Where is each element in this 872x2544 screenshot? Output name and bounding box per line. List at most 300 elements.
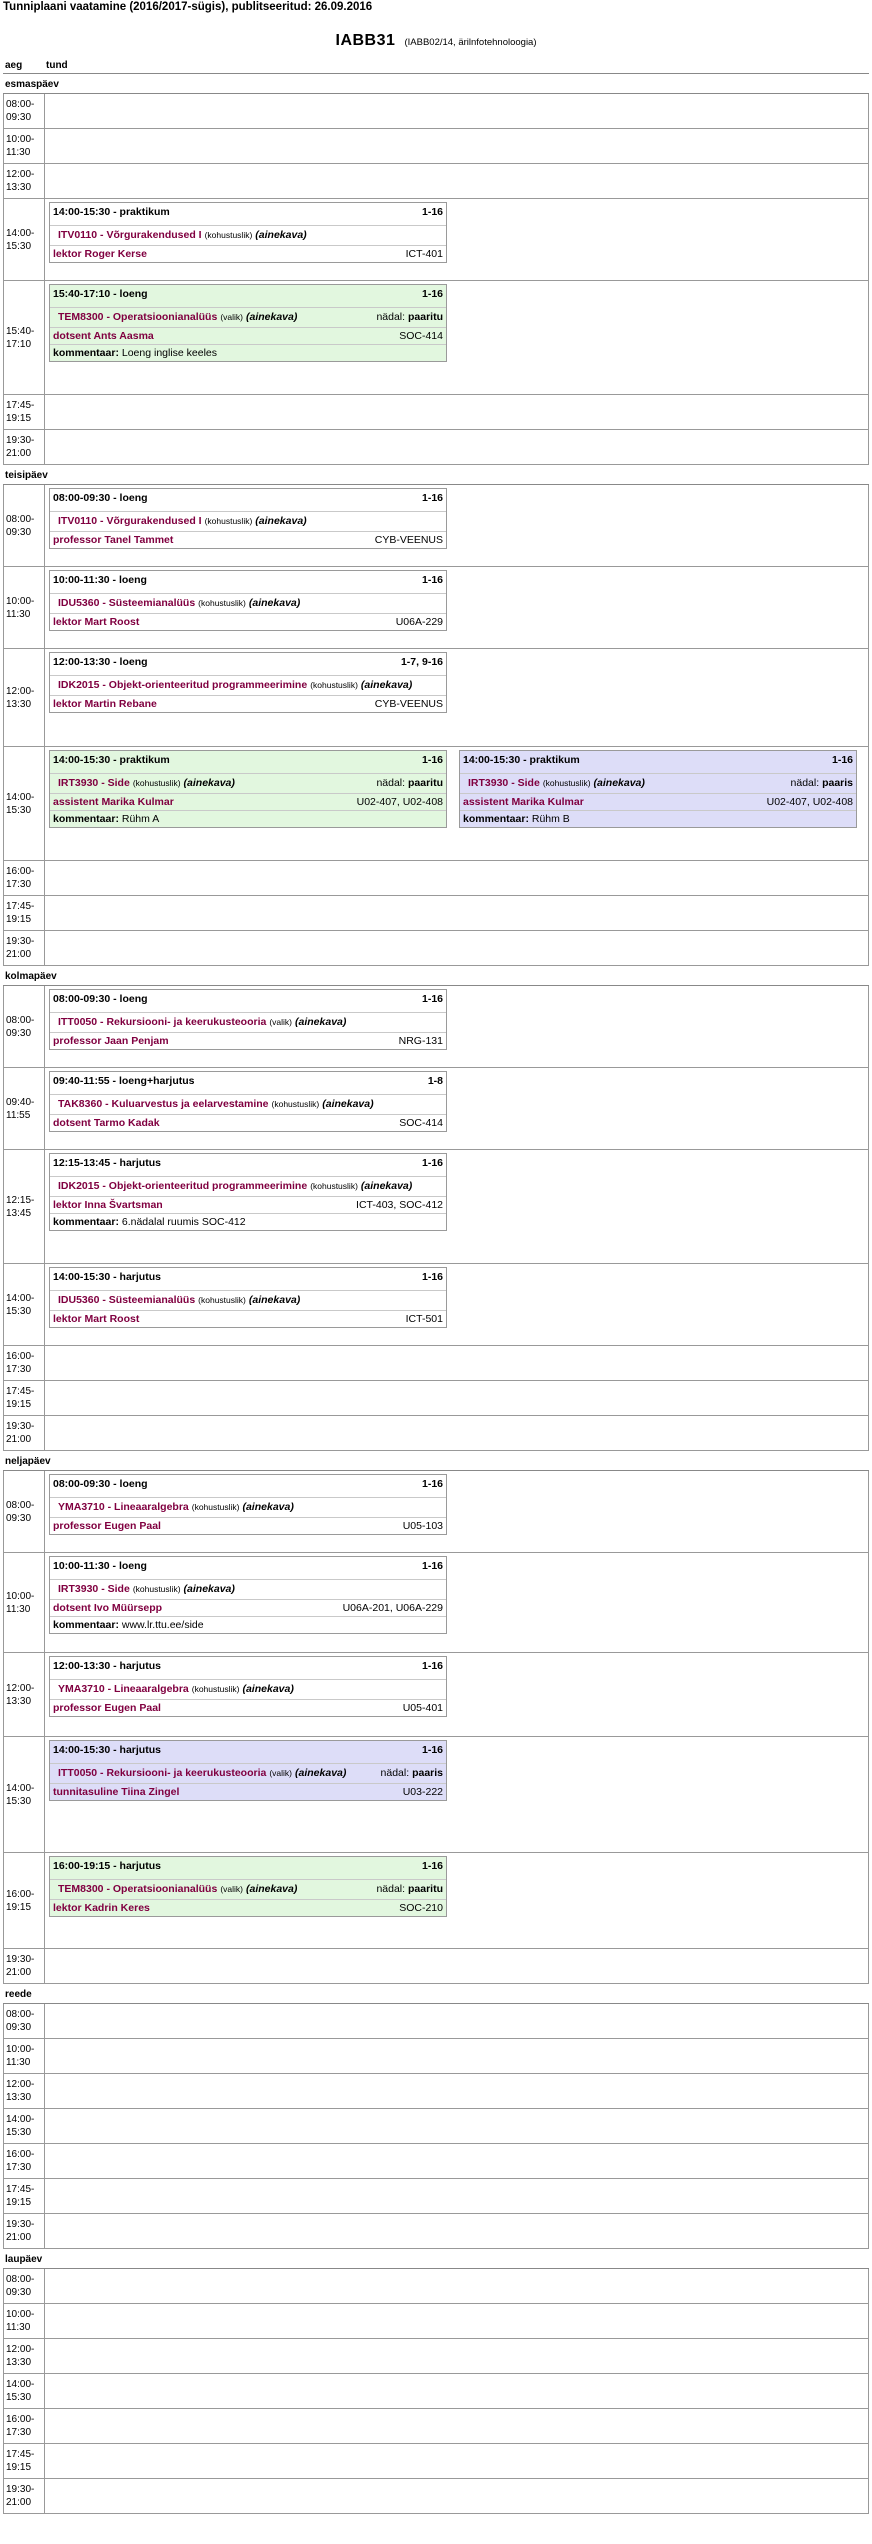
- lesson-course-row: [50, 225, 446, 245]
- time-slot-row: [3, 1264, 869, 1346]
- lesson-teacher-row: [50, 245, 446, 262]
- lesson-time-type: 08:00-09:30 - loeng: [53, 993, 148, 1005]
- ainekava-link[interactable]: (ainekava): [248, 597, 301, 609]
- course-code[interactable]: IDK2015: [58, 679, 100, 691]
- time-slot-cell: [45, 485, 868, 566]
- teacher-name[interactable]: assistent Marika Kulmar: [53, 795, 174, 808]
- room: U02-407, U02-408: [356, 795, 443, 808]
- course-type: (kohustuslik): [132, 778, 181, 788]
- time-slot-cell: [45, 1553, 868, 1652]
- lesson-time-type: 16:00-19:15 - harjutus: [53, 1860, 161, 1872]
- course-link[interactable]: IRT3930 - Side: [58, 777, 130, 789]
- time-slot-row: [3, 2214, 869, 2249]
- time-slot-label: 10:00- 11:30: [4, 2304, 45, 2338]
- teacher-name[interactable]: lektor Martin Rebane: [53, 697, 157, 710]
- time-slot-label: 19:30- 21:00: [4, 1949, 45, 1983]
- time-slot-cell: [45, 2109, 868, 2143]
- teacher-name[interactable]: dotsent Ants Aasma: [53, 329, 154, 342]
- time-slot-cell: [45, 2179, 868, 2213]
- time-slot-cell: [45, 567, 868, 648]
- course-name[interactable]: Võrgurakendused I: [106, 229, 202, 241]
- time-slot-row: [3, 2269, 869, 2304]
- course-type: (valik): [269, 1768, 293, 1778]
- course-name[interactable]: Side: [107, 777, 130, 789]
- course-link[interactable]: ITV0110 - Võrgurakendused I: [58, 515, 202, 527]
- week-parity-value: paaritu: [407, 777, 443, 789]
- course-name[interactable]: Objekt-orienteeritud programmeerimine: [108, 1180, 308, 1192]
- teacher-name[interactable]: assistent Marika Kulmar: [463, 795, 584, 808]
- lesson-time-type: 14:00-15:30 - praktikum: [53, 206, 170, 218]
- course-link[interactable]: YMA3710 - Lineaaralgebra: [58, 1501, 189, 1513]
- course-type: (kohustuslik): [204, 230, 253, 240]
- time-slot-cell: [45, 199, 868, 280]
- course-name[interactable]: Side: [107, 1583, 130, 1595]
- lesson-header: [50, 571, 446, 593]
- week-parity: [376, 1883, 443, 1896]
- lesson-header: [50, 1154, 446, 1176]
- time-slot-cell: [45, 94, 868, 128]
- room: ICT-401: [405, 247, 443, 260]
- room: U06A-229: [395, 615, 443, 628]
- time-slot-row: [3, 2339, 869, 2374]
- ainekava-link[interactable]: (ainekava): [242, 1501, 294, 1513]
- course-type: (kohustuslik): [198, 1295, 246, 1305]
- lesson-course-row: [50, 1579, 446, 1599]
- ainekava-link[interactable]: (ainekava): [248, 1294, 301, 1306]
- time-slot-cell: [45, 649, 868, 746]
- course-code[interactable]: IDU5360: [58, 1294, 100, 1306]
- course-link[interactable]: IDK2015 - Objekt-orienteeritud programmeerimine: [58, 679, 308, 691]
- course-code[interactable]: YMA3710: [58, 1501, 105, 1513]
- teacher-name[interactable]: lektor Mart Roost: [53, 1312, 140, 1325]
- lesson-header: [50, 990, 446, 1012]
- course-type: (valik): [220, 312, 243, 322]
- time-slot-cell: [45, 2304, 868, 2338]
- time-slot-cell: [45, 861, 868, 895]
- time-slot-row: [3, 1553, 869, 1653]
- time-slot-label: 10:00- 11:30: [4, 567, 45, 648]
- comment: [53, 1619, 204, 1632]
- time-slot-row: [3, 649, 869, 747]
- teacher-name[interactable]: lektor Roger Kerse: [53, 247, 147, 260]
- lesson-header: [50, 1557, 446, 1579]
- lesson-teacher-row: [460, 793, 856, 810]
- course-name[interactable]: Side: [517, 777, 540, 789]
- column-headers: [3, 56, 869, 74]
- time-slot-row: [3, 1346, 869, 1381]
- course-type: (valik): [269, 1017, 293, 1027]
- lesson-teacher-row: [50, 531, 446, 548]
- lesson-weeks: 1-16: [421, 1860, 443, 1872]
- lesson-card: [49, 1856, 447, 1917]
- week-parity-value: paaritu: [407, 311, 443, 323]
- course-info: [58, 597, 443, 610]
- time-slot-cell: [45, 2074, 868, 2108]
- lesson-weeks: 1-16: [421, 206, 443, 218]
- time-slot-label: 17:45- 19:15: [4, 896, 45, 930]
- lesson-course-row: [50, 773, 446, 793]
- lesson-header: [50, 1857, 446, 1879]
- teacher-name[interactable]: professor Eugen Paal: [53, 1701, 161, 1714]
- week-parity-label: nädal:: [380, 1767, 410, 1779]
- time-slot-row: [3, 281, 869, 395]
- lesson-comment-row: [50, 344, 446, 361]
- course-code[interactable]: TEM8300: [58, 311, 104, 323]
- column-header-aeg: aeg: [5, 60, 23, 71]
- time-slot-label: 14:00- 15:30: [4, 1264, 45, 1345]
- lesson-header: [460, 751, 856, 773]
- lesson-header: [50, 1657, 446, 1679]
- course-link[interactable]: IDU5360 - Süsteemianalüüs: [58, 1294, 196, 1306]
- time-slot-cell: [45, 1264, 868, 1345]
- lesson-card: [49, 652, 447, 713]
- course-name[interactable]: Operatsioonianalüüs: [112, 1883, 218, 1895]
- lesson-time-type: 12:00-13:30 - harjutus: [53, 1660, 161, 1672]
- time-slot-cell: [45, 1381, 868, 1415]
- comment: [53, 347, 217, 360]
- week-parity: [376, 777, 443, 790]
- course-name[interactable]: Süsteemianalüüs: [108, 1294, 196, 1306]
- comment-label: kommentaar:: [53, 1618, 119, 1631]
- lesson-header: [50, 751, 446, 773]
- course-link[interactable]: YMA3710 - Lineaaralgebra: [58, 1683, 189, 1695]
- course-code[interactable]: IDK2015: [58, 1180, 100, 1192]
- course-link[interactable]: ITT0050 - Rekursiooni- ja keerukusteooria: [58, 1016, 267, 1028]
- week-parity-value: paaritu: [407, 1883, 443, 1895]
- time-slot-label: 16:00- 17:30: [4, 1346, 45, 1380]
- comment-text: 6.nädalal ruumis SOC-412: [121, 1215, 246, 1228]
- time-slot-row: [3, 485, 869, 567]
- lesson-card: [49, 1071, 447, 1132]
- lesson-card: [49, 488, 447, 549]
- time-slot-row: [3, 1416, 869, 1451]
- lesson-comment-row: [50, 1213, 446, 1230]
- lesson-course-row: [50, 307, 446, 327]
- column-header-tund: tund: [46, 60, 68, 71]
- time-slot-cell: [45, 1737, 868, 1852]
- week-parity-label: nädal:: [376, 311, 406, 323]
- time-slot-cell: [45, 1346, 868, 1380]
- course-name[interactable]: Süsteemianalüüs: [108, 597, 196, 609]
- lesson-comment-row: [460, 810, 856, 827]
- course-name[interactable]: Kuluarvestus ja eelarvestamine: [111, 1098, 269, 1110]
- time-slot-row: [3, 1949, 869, 1984]
- time-slot-cell: [45, 1471, 868, 1552]
- time-slot-label: 14:00- 15:30: [4, 1737, 45, 1852]
- ainekava-link[interactable]: (ainekava): [242, 1683, 294, 1695]
- teacher-name[interactable]: lektor Mart Roost: [53, 615, 140, 628]
- lesson-card: [459, 750, 857, 828]
- lesson-weeks: 1-8: [427, 1075, 443, 1087]
- ainekava-link[interactable]: (ainekava): [295, 1016, 347, 1028]
- time-slot-label: 12:15- 13:45: [4, 1150, 45, 1263]
- ainekava-link[interactable]: (ainekava): [255, 515, 307, 527]
- time-slot-cell: [45, 2479, 868, 2513]
- time-slot-cell: [45, 931, 868, 965]
- time-slot-row: [3, 2374, 869, 2409]
- course-code[interactable]: TAK8360: [58, 1098, 103, 1110]
- time-slot-row: [3, 1381, 869, 1416]
- time-slot-cell: [45, 430, 868, 464]
- course-type: (kohustuslik): [542, 778, 591, 788]
- ainekava-link[interactable]: (ainekava): [360, 1180, 413, 1192]
- lesson-header: [50, 1072, 446, 1094]
- course-type: (kohustuslik): [310, 1181, 358, 1191]
- lesson-weeks: 1-16: [421, 1157, 443, 1169]
- room: SOC-414: [399, 329, 443, 342]
- course-link[interactable]: IRT3930 - Side: [58, 1583, 130, 1595]
- course-info: [58, 1501, 443, 1514]
- course-code[interactable]: YMA3710: [58, 1683, 105, 1695]
- ainekava-link[interactable]: (ainekava): [245, 311, 298, 323]
- group-header: [3, 16, 869, 56]
- lesson-course-row: [50, 1763, 446, 1783]
- course-link[interactable]: TEM8300 - Operatsioonianalüüs: [58, 311, 218, 323]
- time-slot-row: [3, 2409, 869, 2444]
- lesson-weeks: 1-16: [831, 754, 853, 766]
- teacher-name[interactable]: dotsent Ivo Müürsepp: [53, 1601, 163, 1614]
- course-code[interactable]: ITV0110: [58, 229, 98, 241]
- time-slot-row: [3, 2479, 869, 2514]
- week-parity-value: paaris: [412, 1767, 443, 1779]
- group-name: IABB31: [335, 32, 396, 49]
- lesson-card: [49, 1656, 447, 1717]
- course-name[interactable]: Operatsioonianalüüs: [112, 311, 218, 323]
- course-code[interactable]: IRT3930: [58, 777, 99, 789]
- comment-text: Rühm B: [531, 812, 570, 825]
- time-slot-label: 17:45- 19:15: [4, 395, 45, 429]
- comment-label: kommentaar:: [463, 812, 529, 825]
- time-slot-label: 08:00- 09:30: [4, 2269, 45, 2303]
- lesson-time-type: 14:00-15:30 - harjutus: [53, 1271, 161, 1283]
- room: U05-103: [402, 1519, 443, 1532]
- course-type: (kohustuslik): [271, 1099, 320, 1109]
- time-slot-label: 19:30- 21:00: [4, 1416, 45, 1450]
- lesson-course-row: [460, 773, 856, 793]
- teacher-name[interactable]: professor Jaan Penjam: [53, 1034, 169, 1047]
- lesson-header: [50, 203, 446, 225]
- time-slot-row: [3, 395, 869, 430]
- time-slot-label: 10:00- 11:30: [4, 129, 45, 163]
- page-title: Tunniplaani vaatamine (2016/2017-sügis), publitseeritud: 26.09.2016: [3, 1, 373, 13]
- comment: [53, 813, 159, 826]
- lesson-comment-row: [50, 810, 446, 827]
- time-slot-row: [3, 896, 869, 931]
- lesson-teacher-row: [50, 1517, 446, 1534]
- ainekava-link[interactable]: (ainekava): [322, 1098, 374, 1110]
- time-slot-label: 17:45- 19:15: [4, 2179, 45, 2213]
- time-slot-cell: [45, 395, 868, 429]
- lesson-time-type: 14:00-15:30 - praktikum: [463, 754, 580, 766]
- lesson-header: [50, 653, 446, 675]
- course-name[interactable]: Lineaaralgebra: [114, 1683, 189, 1695]
- lesson-time-type: 10:00-11:30 - loeng: [53, 1560, 147, 1572]
- day-header: reede: [3, 1984, 869, 2004]
- lesson-weeks: 1-16: [421, 1660, 443, 1672]
- lesson-header: [50, 1268, 446, 1290]
- course-code[interactable]: ITT0050: [58, 1016, 98, 1028]
- comment-label: kommentaar:: [53, 812, 119, 825]
- time-slot-row: [3, 1653, 869, 1737]
- lesson-course-row: [50, 593, 446, 613]
- time-slot-label: 19:30- 21:00: [4, 430, 45, 464]
- teacher-name[interactable]: dotsent Tarmo Kadak: [53, 1116, 160, 1129]
- lesson-weeks: 1-16: [421, 1478, 443, 1490]
- course-link[interactable]: ITV0110 - Võrgurakendused I: [58, 229, 202, 241]
- lesson-card: [49, 1740, 447, 1801]
- course-info: [58, 1294, 443, 1307]
- time-slot-row: [3, 2039, 869, 2074]
- room: SOC-210: [399, 1901, 443, 1914]
- room: ICT-501: [405, 1312, 443, 1325]
- time-slot-cell: [45, 1853, 868, 1948]
- lesson-course-row: [50, 675, 446, 695]
- time-slot-label: 12:00- 13:30: [4, 164, 45, 198]
- time-slot-cell: [45, 2374, 868, 2408]
- course-type: (kohustuslik): [191, 1502, 240, 1512]
- lesson-time-type: 15:40-17:10 - loeng: [53, 288, 148, 300]
- lesson-teacher-row: [50, 1032, 446, 1049]
- lesson-weeks: 1-16: [421, 492, 443, 504]
- lesson-weeks: 1-16: [421, 993, 443, 1005]
- lesson-course-row: [50, 1679, 446, 1699]
- comment-text: Rühm A: [121, 812, 160, 825]
- time-slot-label: 17:45- 19:15: [4, 1381, 45, 1415]
- ainekava-link[interactable]: (ainekava): [360, 679, 413, 691]
- time-slot-row: [3, 1853, 869, 1949]
- lesson-weeks: 1-16: [421, 1560, 443, 1572]
- time-slot-row: [3, 1737, 869, 1853]
- course-code[interactable]: IRT3930: [58, 1583, 99, 1595]
- week-parity: [376, 311, 443, 324]
- teacher-name[interactable]: professor Eugen Paal: [53, 1519, 161, 1532]
- course-info: [58, 1016, 443, 1029]
- course-link[interactable]: IDK2015 - Objekt-orienteeritud programmeerimine: [58, 1180, 308, 1192]
- course-name[interactable]: Lineaaralgebra: [114, 1501, 189, 1513]
- teacher-name[interactable]: lektor Inna Švartsman: [53, 1198, 163, 1211]
- course-info: [58, 515, 443, 528]
- lesson-course-row: [50, 1879, 446, 1899]
- lesson-card: [49, 1556, 447, 1634]
- time-slot-cell: [45, 281, 868, 394]
- course-code[interactable]: IRT3930: [468, 777, 509, 789]
- ainekava-link[interactable]: (ainekava): [593, 777, 645, 789]
- lesson-teacher-row: [50, 1114, 446, 1131]
- lesson-card: [49, 1153, 447, 1231]
- course-code[interactable]: ITT0050: [58, 1767, 98, 1779]
- lesson-teacher-row: [50, 1196, 446, 1213]
- ainekava-link[interactable]: (ainekava): [183, 1583, 235, 1595]
- lesson-header: [50, 285, 446, 307]
- time-slot-label: 15:40- 17:10: [4, 281, 45, 394]
- lesson-course-row: [50, 1012, 446, 1032]
- time-slot-cell: [45, 2339, 868, 2373]
- room: U03-222: [402, 1785, 443, 1798]
- course-type: (kohustuslik): [198, 598, 246, 608]
- course-link[interactable]: TEM8300 - Operatsioonianalüüs: [58, 1883, 218, 1895]
- time-slot-label: 19:30- 21:00: [4, 2214, 45, 2248]
- course-name[interactable]: Võrgurakendused I: [106, 515, 202, 527]
- course-link[interactable]: IDU5360 - Süsteemianalüüs: [58, 597, 196, 609]
- course-code[interactable]: TEM8300: [58, 1883, 104, 1895]
- room: CYB-VEENUS: [374, 697, 443, 710]
- lesson-course-row: [50, 1176, 446, 1196]
- time-slot-label: 16:00- 17:30: [4, 2144, 45, 2178]
- course-link[interactable]: ITT0050 - Rekursiooni- ja keerukusteooria: [58, 1767, 267, 1779]
- time-slot-cell: [45, 747, 868, 860]
- time-slot-row: [3, 747, 869, 861]
- course-name[interactable]: Rekursiooni- ja keerukusteooria: [106, 1016, 267, 1028]
- room: NRG-131: [398, 1034, 443, 1047]
- lesson-course-row: [50, 511, 446, 531]
- lesson-weeks: 1-7, 9-16: [400, 656, 443, 668]
- ainekava-link[interactable]: (ainekava): [245, 1883, 298, 1895]
- course-link[interactable]: IRT3930 - Side: [468, 777, 540, 789]
- time-slot-cell: [45, 896, 868, 930]
- time-slot-label: 09:40- 11:55: [4, 1068, 45, 1149]
- room: U02-407, U02-408: [766, 795, 853, 808]
- course-name[interactable]: Objekt-orienteeritud programmeerimine: [108, 679, 308, 691]
- teacher-name[interactable]: tunnitasuline Tiina Zingel: [53, 1785, 180, 1798]
- time-slot-label: 10:00- 11:30: [4, 2039, 45, 2073]
- course-info: [58, 1180, 443, 1193]
- time-slot-row: [3, 199, 869, 281]
- lesson-header: [50, 1475, 446, 1497]
- teacher-name[interactable]: lektor Kadrin Keres: [53, 1901, 150, 1914]
- ainekava-link[interactable]: (ainekava): [255, 229, 307, 241]
- course-type: (kohustuslik): [132, 1584, 181, 1594]
- course-info: [58, 311, 370, 324]
- lesson-time-type: 09:40-11:55 - loeng+harjutus: [53, 1075, 195, 1087]
- time-slot-label: 14:00- 15:30: [4, 2109, 45, 2143]
- time-slot-label: 19:30- 21:00: [4, 2479, 45, 2513]
- ainekava-link[interactable]: (ainekava): [183, 777, 235, 789]
- time-slot-cell: [45, 2409, 868, 2443]
- time-slot-label: 14:00- 15:30: [4, 747, 45, 860]
- time-slot-cell: [45, 2039, 868, 2073]
- time-slot-cell: [45, 2004, 868, 2038]
- lesson-weeks: 1-16: [421, 288, 443, 300]
- room: SOC-414: [399, 1116, 443, 1129]
- lesson-weeks: 1-16: [421, 1744, 443, 1756]
- teacher-name[interactable]: professor Tanel Tammet: [53, 533, 174, 546]
- course-info: [58, 1583, 443, 1596]
- schedule: [3, 74, 869, 2514]
- lesson-card: [49, 750, 447, 828]
- lesson-time-type: 12:00-13:30 - loeng: [53, 656, 148, 668]
- time-slot-label: 14:00- 15:30: [4, 199, 45, 280]
- course-code[interactable]: ITV0110: [58, 515, 98, 527]
- course-code[interactable]: IDU5360: [58, 597, 100, 609]
- course-name[interactable]: Rekursiooni- ja keerukusteooria: [106, 1767, 267, 1779]
- course-link[interactable]: TAK8360 - Kuluarvestus ja eelarvestamine: [58, 1098, 269, 1110]
- time-slot-row: [3, 2179, 869, 2214]
- time-slot-row: [3, 164, 869, 199]
- week-parity-label: nädal:: [376, 777, 406, 789]
- time-slot-label: 17:45- 19:15: [4, 2444, 45, 2478]
- time-slot-label: 12:00- 13:30: [4, 2339, 45, 2373]
- course-info: [58, 679, 443, 692]
- course-info: [58, 777, 370, 790]
- course-info: [58, 1098, 443, 1111]
- time-slot-row: [3, 1150, 869, 1264]
- room: CYB-VEENUS: [374, 533, 443, 546]
- lesson-weeks: 1-16: [421, 574, 443, 586]
- ainekava-link[interactable]: (ainekava): [295, 1767, 347, 1779]
- time-slot-label: 14:00- 15:30: [4, 2374, 45, 2408]
- time-slot-row: [3, 2444, 869, 2479]
- lesson-header: [50, 1741, 446, 1763]
